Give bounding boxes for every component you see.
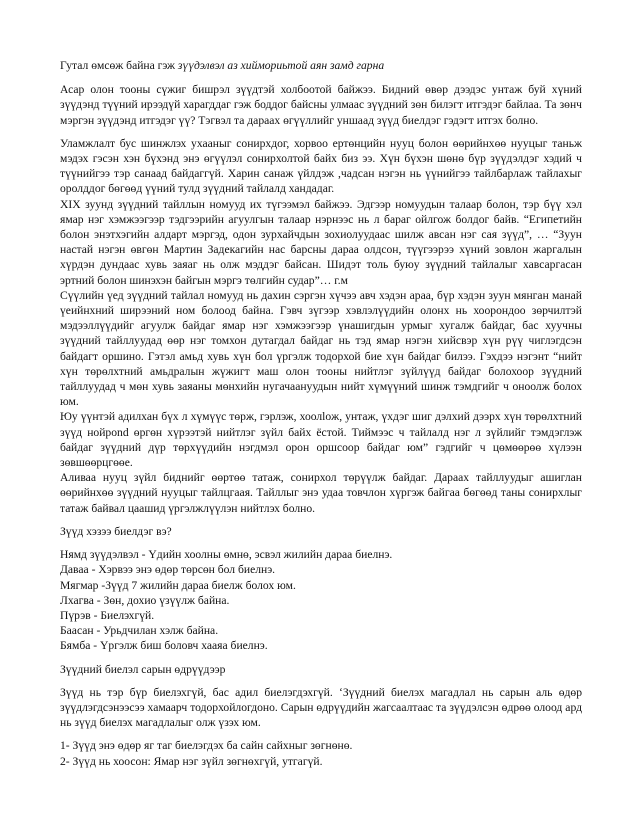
days-list — [60, 547, 582, 653]
list-item: Нямд зүүдэлвэл - Үдийн хоолны өмнө, эсвэл жилийн дараа биелнэ. — [60, 548, 393, 562]
list-item: Баасан - Урьдчилан хэлж байна. — [60, 624, 219, 638]
history-paragraph: XIX зуунд зүүдний тайллын номууд их түгээмэл байжээ. Эдгээр номуудын талаар болон, тэр бүү хэл ямар нэг хэмжээгээр тэдгээрийн агуулгын талаар нэрнээс нь л бараг ойлгож болдог байв. “Египетийн болон энэтхэгийн алдарт мэргэд, одон зурхайчдын зохиолуудаас шилж авсан нэг сая зүүд”, … “Зуун настай нэгэн өвгөн Мартин Задекагийн нас барсны дараа олдсон, түүгээрээ хүний зовлон жаргалын хүрдэн дундаас хувь заяаг нь олж мэддэг байсан. Шидэт толь буюу зүүдний тайлалыг хавсаргасан эртний болон шинэхэн байгын мэргэ төлгийн судар”… г.м — [60, 197, 582, 287]
numbered-list — [60, 738, 582, 768]
history-paragraph: Сүүлийн үед зүүдний тайлал номууд нь дахин сэргэн хүчээ авч хэдэн араа, бүр хэдэн зуун мянган манай үеийнхний ширээний ном болоод байна. Гэвч зүгээр хэвлэлүүдийн олонх нь хоорондоо зөрчилтэй мэдээллүүдийг агуулж байдаг ямар нэг хэмжээгээр үнашигдын урмыг хугалж байдаг, бас хуучны зүүдний тайллуудад өөр нэг томхон дутагдал байдаг нь тэд ямар нэгэн хийсвэр хүн рүү чиглэгдсэн байдагт оршино. Гэтэл амьд хувь хүн бол үргэлж тодорхой бие хүн байдаг билээ. Гэхдээ нэгэнт “нийт хүн төрөлхтний амьдралын жүжигт маш олон тооны нийтлэг зүйлүүд байдаг болохоор зүүдний тайллуудад ч мөн хувь заяаны мөнхийн нугачаануудын нийт хүмүүний шинж тэмдгийг ч оноолж болох юм. — [60, 288, 582, 409]
history-paragraph: Юу үүнтэй адилхан бүх л хүмүүс төрж, гэрлэж, хоолloж, унтаж, үхдэг шиг дэлхий дээрх хүн төрөлхтний зүүд нойрond өргөн хүрээтэй нийтлэг зүйл байх ёстой. Тиймээс ч тайлалд нэг л зүйлийг тэмдэглэж байдаг зүүдний дүр төрхүүдийн нэгдмэл орон оршсоор байдаг юм” гэдгийг ч цөмөөрөө хүлээн зөвшөөрцгөөе. — [60, 410, 582, 470]
section-paragraph: Зүүд нь тэр бүр биелэхгүй, бас адил биелэгдэхгүй. ‘Зүүдний биелэх магадлал нь сарын аль өдөр зүүдлэгдсэнээсээ хамаарч тодорхойлогдоно. Сарын өдрүүдийн жагсаалтаас та зүүдэлсэн өдрөө олоод ард нь зүүд биелэх магадлалыг олж үзэх юм. — [60, 685, 582, 730]
history-block — [60, 136, 582, 516]
title-italic: зүүдэлвэл аз хиймориьтой аян замд гарна — [177, 59, 385, 72]
history-paragraph: Аливаа нууц зүйл биднийг өөртөө татаж, сонирхол төрүүлж байдаг. Дараах тайллуудыг ашиглан өөрийнхөө зүүдний нууцыг тайлцгаая. Тайллыг энэ удаа товчлон хүргэж байгаа бөгөөд таны сонирхлыг татаж байвал цаашид үргэлжлүүлэн нийтлэх болно. — [60, 471, 582, 515]
list-item: Бямба - Үргэлж биш боловч хааяа биелнэ. — [60, 639, 268, 653]
list-item: 2- Зүүд нь хоосон: Ямар нэг зүйл зөгнөхгүй, утгагүй. — [60, 754, 323, 768]
intro-paragraph: Асар олон тооны сүжиг бишрэл зүүдтэй холбоотой байжээ. Бидний өвөр дээдэс унтаж буй хүний зүүдэнд түүний ирээдүй харагддаг гэж боддог байсны улмаас зүүдний зөн билэгт итгэдэг байлаа. Та зөнч мэргэн зүүдэнд итгэдэг үү? Тэгвэл та дараах өгүүллийг уншаад зүүд биелдэг гэдэгт итгэх болно. — [60, 83, 582, 127]
section-heading: Зүүдний биелэл сарын өдрүүдээр — [60, 662, 226, 676]
list-item: Мягмар -Зүүд 7 жилийн дараа биелж болох юм. — [60, 578, 296, 592]
list-item: Даваа - Хэрвээ энэ өдөр төрсөн бол биелнэ. — [60, 563, 276, 577]
question-heading: Зүүд хэзээ биелдэг вэ? — [60, 524, 172, 538]
list-item: Лхагва - Зөн, дохио үзүүлж байна. — [60, 593, 230, 607]
history-paragraph: Уламжлалт бус шинжлэх ухааныг сонирхдог, хорвоо ертөнцийн нууц болон өөрийнхөө нууцыг таньж мэдэх гэсэн хэн бүхэнд энэ өгүүлэл сонирхолтой байх биз ээ. Хүн бүхэн шөнө бүр зүүдэлдэг хэдий ч түүнийгээ тэр санаад байдаггүй. Харин санаж үйлдэж ,чадсан нэгэн нь үүнийгээ тайлбарлаж тайлахыг оролддог бөгөөд үүний тулд зүүдний тайлалд хандадаг. — [60, 136, 582, 196]
document-title — [60, 58, 582, 73]
list-item: 1- Зүүд энэ өдөр яг таг биелэгдэх ба сайн сайхныг зөгнөнө. — [60, 739, 353, 753]
document-page — [60, 58, 582, 777]
title-plain: Гутал өмсөж байна гэж — [60, 59, 178, 72]
list-item: Пүрэв - Биелэхгүй. — [60, 608, 155, 622]
